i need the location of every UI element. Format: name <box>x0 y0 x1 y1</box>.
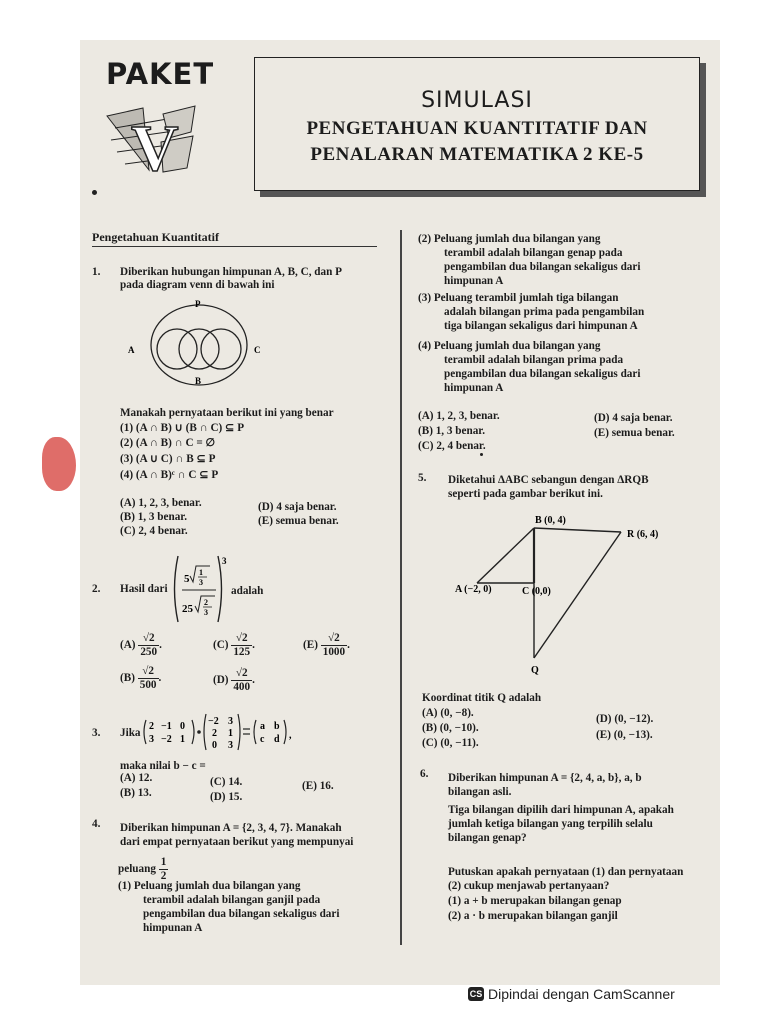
svg-text:3: 3 <box>228 716 233 727</box>
q2-option-e: (E) $\frac{√2}{1000}$ . <box>303 632 350 658</box>
q4-statement-3b: adalah bilangan prima pada pengambilan <box>444 306 645 318</box>
svg-text:−2: −2 <box>208 716 219 727</box>
svg-text:3: 3 <box>204 608 208 617</box>
q4-line3: peluang $\frac{1}{2}$ <box>118 856 167 882</box>
title-box <box>254 57 700 191</box>
svg-text:2: 2 <box>204 598 208 607</box>
label-q: Q <box>531 665 539 676</box>
column-divider <box>400 230 402 945</box>
venn-b-circle <box>179 329 219 369</box>
q1-statement-4: (4) (A ∩ B)ᶜ ∩ C ⊆ P <box>120 469 219 481</box>
q4-statement-4a: (4) Peluang jumlah dua bilangan yang <box>418 340 601 352</box>
q3-option-a: (A) 12. <box>120 772 153 784</box>
svg-text:a: a <box>260 721 265 732</box>
label-c: C (0,0) <box>522 586 551 597</box>
header-bullet <box>92 190 97 195</box>
q4-option-d: (D) 4 saja benar. <box>594 412 673 424</box>
q4-statement-2c: pengambilan dua bilangan sekaligus dari <box>444 261 641 273</box>
q1-option-d: (D) 4 saja benar. <box>258 501 337 513</box>
q1-option-e: (E) semua benar. <box>258 515 339 527</box>
svg-text:5: 5 <box>184 573 190 585</box>
q1-statement-2: (2) (A ∩ B) ∩ C = ∅ <box>120 437 216 449</box>
q5-option-a: (A) (0, −8). <box>422 707 474 719</box>
q3-option-e: (E) 16. <box>302 780 334 792</box>
camscanner-logo-icon: CS <box>469 989 483 999</box>
q6-line1: Diberikan himpunan A = {2, 4, a, b}, a, b <box>448 772 642 784</box>
q6-line6: Putuskan apakah pernyataan (1) dan pernyataan <box>448 866 684 878</box>
q5-option-d: (D) (0, −12). <box>596 713 654 725</box>
q4-option-e: (E) semua benar. <box>594 427 675 439</box>
venn-label-c: C <box>254 345 261 355</box>
finger-blur <box>42 437 76 491</box>
svg-text:2: 2 <box>149 721 154 732</box>
q2-pre: Hasil dari <box>120 583 168 595</box>
q6-number: 6. <box>420 768 429 780</box>
q4-statement-2d: himpunan A <box>444 275 504 287</box>
q4-line1: Diberikan himpunan A = {2, 3, 4, 7}. Manakah <box>120 822 342 834</box>
q3-matrix-equation <box>142 712 312 759</box>
paket-v-logo <box>103 98 203 193</box>
q4-statement-1b: terambil adalah bilangan ganjil pada <box>143 894 321 906</box>
label-r: R (6, 4) <box>627 529 659 540</box>
q1-line2: pada diagram venn di bawah ini <box>120 279 275 291</box>
q5-number: 5. <box>418 472 427 484</box>
q4-option-b: (B) 1, 3 benar. <box>418 425 486 437</box>
svg-text:3: 3 <box>222 556 227 566</box>
q2-option-a: (A) $\frac{√2}{250}$ . <box>120 632 162 658</box>
q2-post: adalah <box>231 585 264 597</box>
title-line-2: PENGETAHUAN KUANTITATIF DAN <box>306 118 648 139</box>
q3-pre: Jika <box>120 727 141 739</box>
q4-option-c: (C) 2, 4 benar. <box>418 440 486 452</box>
q1-option-a: (A) 1, 2, 3, benar. <box>120 497 202 509</box>
q5-prompt: Koordinat titik Q adalah <box>422 692 542 704</box>
svg-text:c: c <box>260 734 265 745</box>
q4-option-a: (A) 1, 2, 3, benar. <box>418 410 500 422</box>
q5-option-c: (C) (0, −11). <box>422 737 479 749</box>
svg-text:25: 25 <box>182 603 193 615</box>
q3-prompt: maka nilai b − c = <box>120 760 206 772</box>
q2-option-d: (D) $\frac{√2}{400}$ . <box>213 667 255 693</box>
q4-statement-2b: terambil adalah bilangan genap pada <box>444 247 623 259</box>
q3-number: 3. <box>92 727 101 739</box>
venn-label-a: A <box>128 345 135 355</box>
q5-triangle-figure <box>455 508 675 683</box>
svg-text:,: , <box>289 730 292 741</box>
q5-line1: Diketahui ΔABC sebangun dengan ΔRQB <box>448 474 649 486</box>
q3-option-d: (D) 15. <box>210 791 243 803</box>
logo-letter: V <box>131 112 179 185</box>
q6-line5: bilangan genap? <box>448 832 527 844</box>
q2-option-c: (C) $\frac{√2}{125}$ . <box>213 632 255 658</box>
svg-text:0: 0 <box>212 740 217 751</box>
q1-number: 1. <box>92 266 101 278</box>
q6-line2: bilangan asli. <box>448 786 512 798</box>
svg-text:d: d <box>274 734 280 745</box>
venn-c-circle <box>201 329 241 369</box>
q6-line9: (2) a · b merupakan bilangan ganjil <box>448 910 618 922</box>
q6-line4: jumlah ketiga bilangan yang terpilih selalu <box>448 818 653 830</box>
q4-statement-4c: pengambilan dua bilangan sekaligus dari <box>444 368 641 380</box>
venn-a-circle <box>157 329 197 369</box>
svg-text:3: 3 <box>149 734 154 745</box>
q4-line2: dari empat pernyataan berikut yang mempunyai <box>120 836 354 848</box>
q5-option-b: (B) (0, −10). <box>422 722 479 734</box>
q2-option-b: (B) $\frac{√2}{500}$ . <box>120 665 162 691</box>
q4-statement-2a: (2) Peluang jumlah dua bilangan yang <box>418 233 601 245</box>
q6-line7: (2) cukup menjawab pertanyaan? <box>448 880 610 892</box>
section-underline <box>92 246 377 247</box>
venn-diagram <box>125 295 275 400</box>
q4-statement-4d: himpunan A <box>444 382 504 394</box>
svg-text:3: 3 <box>199 578 203 587</box>
venn-p-ellipse <box>151 305 247 385</box>
svg-text:3: 3 <box>228 740 233 751</box>
label-a: A (−2, 0) <box>455 584 492 595</box>
svg-text:b: b <box>274 721 280 732</box>
camscanner-footer: Dipindai dengan CamScanner <box>488 986 675 1002</box>
svg-text:2: 2 <box>212 728 217 739</box>
svg-text:0: 0 <box>180 721 185 732</box>
label-b: B (0, 4) <box>535 515 566 526</box>
q1-line1: Diberikan hubungan himpunan A, B, C, dan P <box>120 266 342 278</box>
q4-statement-1a: (1) Peluang jumlah dua bilangan yang <box>118 880 301 892</box>
svg-text:1: 1 <box>228 728 233 739</box>
q4-statement-3c: tiga bilangan sekaligus dari himpunan A <box>444 320 638 332</box>
section-title: Pengetahuan Kuantitatif <box>92 230 220 244</box>
q2-expression <box>170 552 230 631</box>
q1-option-b: (B) 1, 3 benar. <box>120 511 188 523</box>
title-simulasi: SIMULASI <box>421 88 533 113</box>
q1-statement-3: (3) (A ∪ C) ∩ B ⊆ P <box>120 453 216 465</box>
q3-option-c: (C) 14. <box>210 776 243 788</box>
q1-statement-1: (1) (A ∩ B) ∪ (B ∩ C) ⊆ P <box>120 422 245 434</box>
venn-label-p: P <box>195 299 201 309</box>
q6-line3: Tiga bilangan dipilih dari himpunan A, apakah <box>448 804 674 816</box>
paket-label: PAKET <box>106 57 215 91</box>
q5-option-e: (E) (0, −13). <box>596 729 653 741</box>
venn-label-b: B <box>195 376 202 386</box>
svg-text:−1: −1 <box>161 721 172 732</box>
q1-option-c: (C) 2, 4 benar. <box>120 525 188 537</box>
stray-dot <box>480 453 483 456</box>
q2-number: 2. <box>92 583 101 595</box>
q6-line8: (1) a + b merupakan bilangan genap <box>448 895 622 907</box>
q4-number: 4. <box>92 818 101 830</box>
svg-text:1: 1 <box>199 568 203 577</box>
svg-text:−2: −2 <box>161 734 172 745</box>
svg-text:1: 1 <box>180 734 185 745</box>
q5-line2: seperti pada gambar berikut ini. <box>448 488 603 500</box>
q4-statement-1c: pengambilan dua bilangan sekaligus dari <box>143 908 340 920</box>
q3-option-b: (B) 13. <box>120 787 152 799</box>
q4-statement-1d: himpunan A <box>143 922 203 934</box>
q4-statement-3a: (3) Peluang terambil jumlah tiga bilangan <box>418 292 619 304</box>
title-line-3: PENALARAN MATEMATIKA 2 KE-5 <box>310 144 644 165</box>
q4-statement-4b: terambil adalah bilangan prima pada <box>444 354 624 366</box>
q1-prompt: Manakah pernyataan berikut ini yang benar <box>120 407 334 419</box>
